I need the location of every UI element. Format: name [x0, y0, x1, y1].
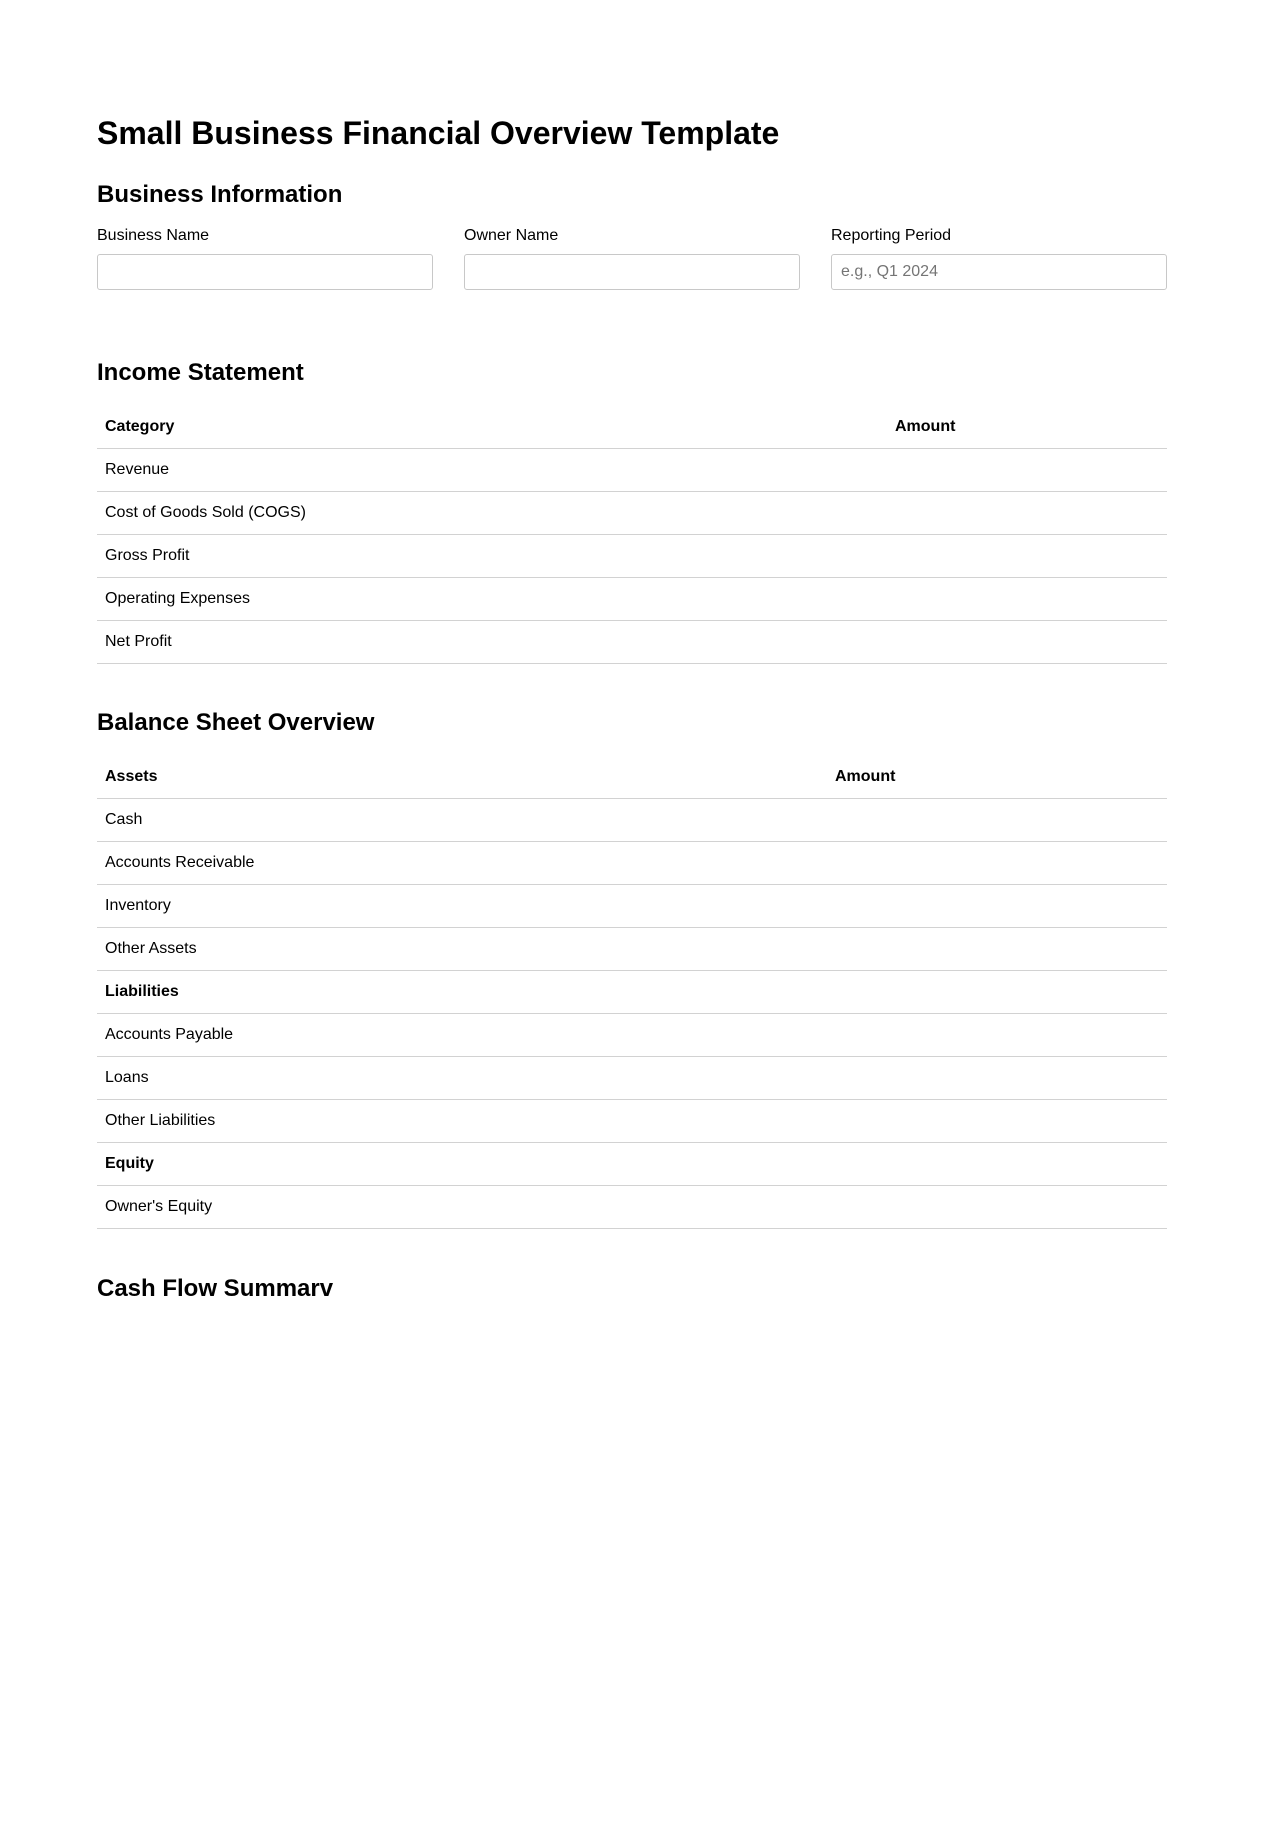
row-amount-accounts-payable: [827, 1014, 1167, 1057]
row-label-operating-expenses: Operating Expenses: [97, 578, 887, 621]
business-name-label: Business Name: [97, 227, 210, 244]
row-amount-other-liabilities: [827, 1100, 1167, 1143]
table-row: [97, 1100, 1167, 1143]
business-info-heading: Business Information: [97, 181, 343, 208]
table-row: [97, 799, 1167, 842]
row-amount-operating-expenses: [887, 578, 1167, 621]
owner-name-label: Owner Name: [464, 227, 559, 244]
reporting-period-label: Reporting Period: [831, 227, 952, 244]
row-amount-other-assets: [827, 928, 1167, 971]
balance-sheet-table: [97, 756, 1167, 1229]
row-amount-net-profit: [887, 621, 1167, 664]
table-row: [97, 449, 1167, 492]
business-name-input[interactable]: [97, 254, 433, 290]
row-label-cash: Cash: [97, 799, 827, 842]
row-amount-liabilities: [827, 971, 1167, 1014]
row-label-loans: Loans: [97, 1057, 827, 1100]
table-row: [97, 842, 1167, 885]
table-row: [97, 1186, 1167, 1229]
table-row: [97, 578, 1167, 621]
column-header-amount: Amount: [887, 406, 1167, 449]
income-statement-table: [97, 406, 1167, 664]
row-label-accounts-receivable: Accounts Receivable: [97, 842, 827, 885]
column-header-amount: Amount: [827, 756, 1167, 799]
reporting-period-input[interactable]: [831, 254, 1167, 290]
table-section-row: [97, 971, 1167, 1014]
table-row: [97, 1014, 1167, 1057]
section-label-equity: Equity: [97, 1143, 827, 1186]
row-amount-owners-equity: [827, 1186, 1167, 1229]
row-amount-cash: [827, 799, 1167, 842]
row-amount-gross-profit: [887, 535, 1167, 578]
row-label-gross-profit: Gross Profit: [97, 535, 887, 578]
row-amount-loans: [827, 1057, 1167, 1100]
row-label-inventory: Inventory: [97, 885, 827, 928]
table-row: [97, 885, 1167, 928]
cash-flow-heading: Cash Flow Summarv: [97, 1275, 334, 1302]
row-amount-accounts-receivable: [827, 842, 1167, 885]
table-header-row: [97, 406, 1167, 449]
row-label-revenue: Revenue: [97, 449, 887, 492]
row-label-cogs: Cost of Goods Sold (COGS): [97, 492, 887, 535]
income-statement-heading: Income Statement: [97, 359, 304, 386]
table-row: [97, 492, 1167, 535]
row-label-net-profit: Net Profit: [97, 621, 887, 664]
table-header-row: [97, 756, 1167, 799]
balance-sheet-heading: Balance Sheet Overview: [97, 709, 375, 736]
table-section-row: [97, 1143, 1167, 1186]
owner-name-input[interactable]: [464, 254, 800, 290]
row-label-other-assets: Other Assets: [97, 928, 827, 971]
table-row: [97, 621, 1167, 664]
table-row: [97, 1057, 1167, 1100]
row-amount-cogs: [887, 492, 1167, 535]
row-label-owners-equity: Owner's Equity: [97, 1186, 827, 1229]
row-amount-equity: [827, 1143, 1167, 1186]
table-row: [97, 928, 1167, 971]
row-amount-inventory: [827, 885, 1167, 928]
table-row: [97, 535, 1167, 578]
section-label-liabilities: Liabilities: [97, 971, 827, 1014]
page-title: Small Business Financial Overview Template: [97, 115, 780, 151]
column-header-assets: Assets: [97, 756, 827, 799]
row-label-other-liabilities: Other Liabilities: [97, 1100, 827, 1143]
row-label-accounts-payable: Accounts Payable: [97, 1014, 827, 1057]
column-header-category: Category: [97, 406, 887, 449]
row-amount-revenue: [887, 449, 1167, 492]
